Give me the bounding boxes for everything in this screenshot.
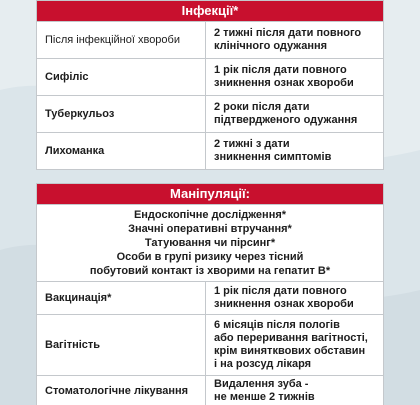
row-term	[206, 376, 383, 405]
row-name: Після інфекційної хвороби	[37, 22, 206, 58]
row-name: Лихоманка	[37, 133, 206, 169]
table-row	[37, 21, 383, 58]
table-row	[37, 375, 383, 405]
table-row	[37, 281, 383, 314]
procedures-summary: Ендоскопічне дослідження* Значні оперативні втручання* Татуювання чи пірсинг* Особи в групі ризику через тісний побутовий контакт із хворими на гепатит В*	[37, 204, 383, 281]
row-term	[206, 22, 383, 58]
row-term-text: 2 тижні після дати повного клінічного одужання	[214, 27, 362, 52]
row-term	[206, 315, 383, 375]
table-row	[37, 132, 383, 169]
row-term-text: 6 місяців після пологів або переривання вагітності, крім винятквових обставин і на розсуд лікаря	[214, 319, 368, 370]
row-name: Вакцинація*	[37, 282, 206, 314]
row-name: Сифіліс	[37, 59, 206, 95]
row-term	[206, 59, 383, 95]
row-term-text: Видалення зуба - не менше 2 тижнів	[214, 377, 315, 403]
row-term-text: 1 рік після дати повного зникнення ознак хвороби	[214, 285, 354, 310]
row-term-text: 1 рік після дати повного зникнення ознак хвороби	[214, 64, 354, 89]
infections-title: Інфекції*	[37, 1, 383, 21]
row-term	[206, 96, 383, 132]
row-term	[206, 133, 383, 169]
procedures-table	[36, 183, 384, 405]
table-row	[37, 314, 383, 375]
row-name: Вагітність	[37, 315, 206, 375]
infections-table	[36, 0, 384, 170]
row-term-text: 2 роки після дати підтвердженого одужання	[214, 101, 358, 126]
row-name: Туберкульоз	[37, 96, 206, 132]
row-term-text: 2 тижні з дати зникнення симптомів	[214, 138, 332, 163]
row-name: Стоматологічне лікування	[37, 376, 206, 405]
table-row	[37, 95, 383, 132]
row-term	[206, 282, 383, 314]
procedures-title: Маніпуляції:	[37, 184, 383, 204]
table-row	[37, 58, 383, 95]
